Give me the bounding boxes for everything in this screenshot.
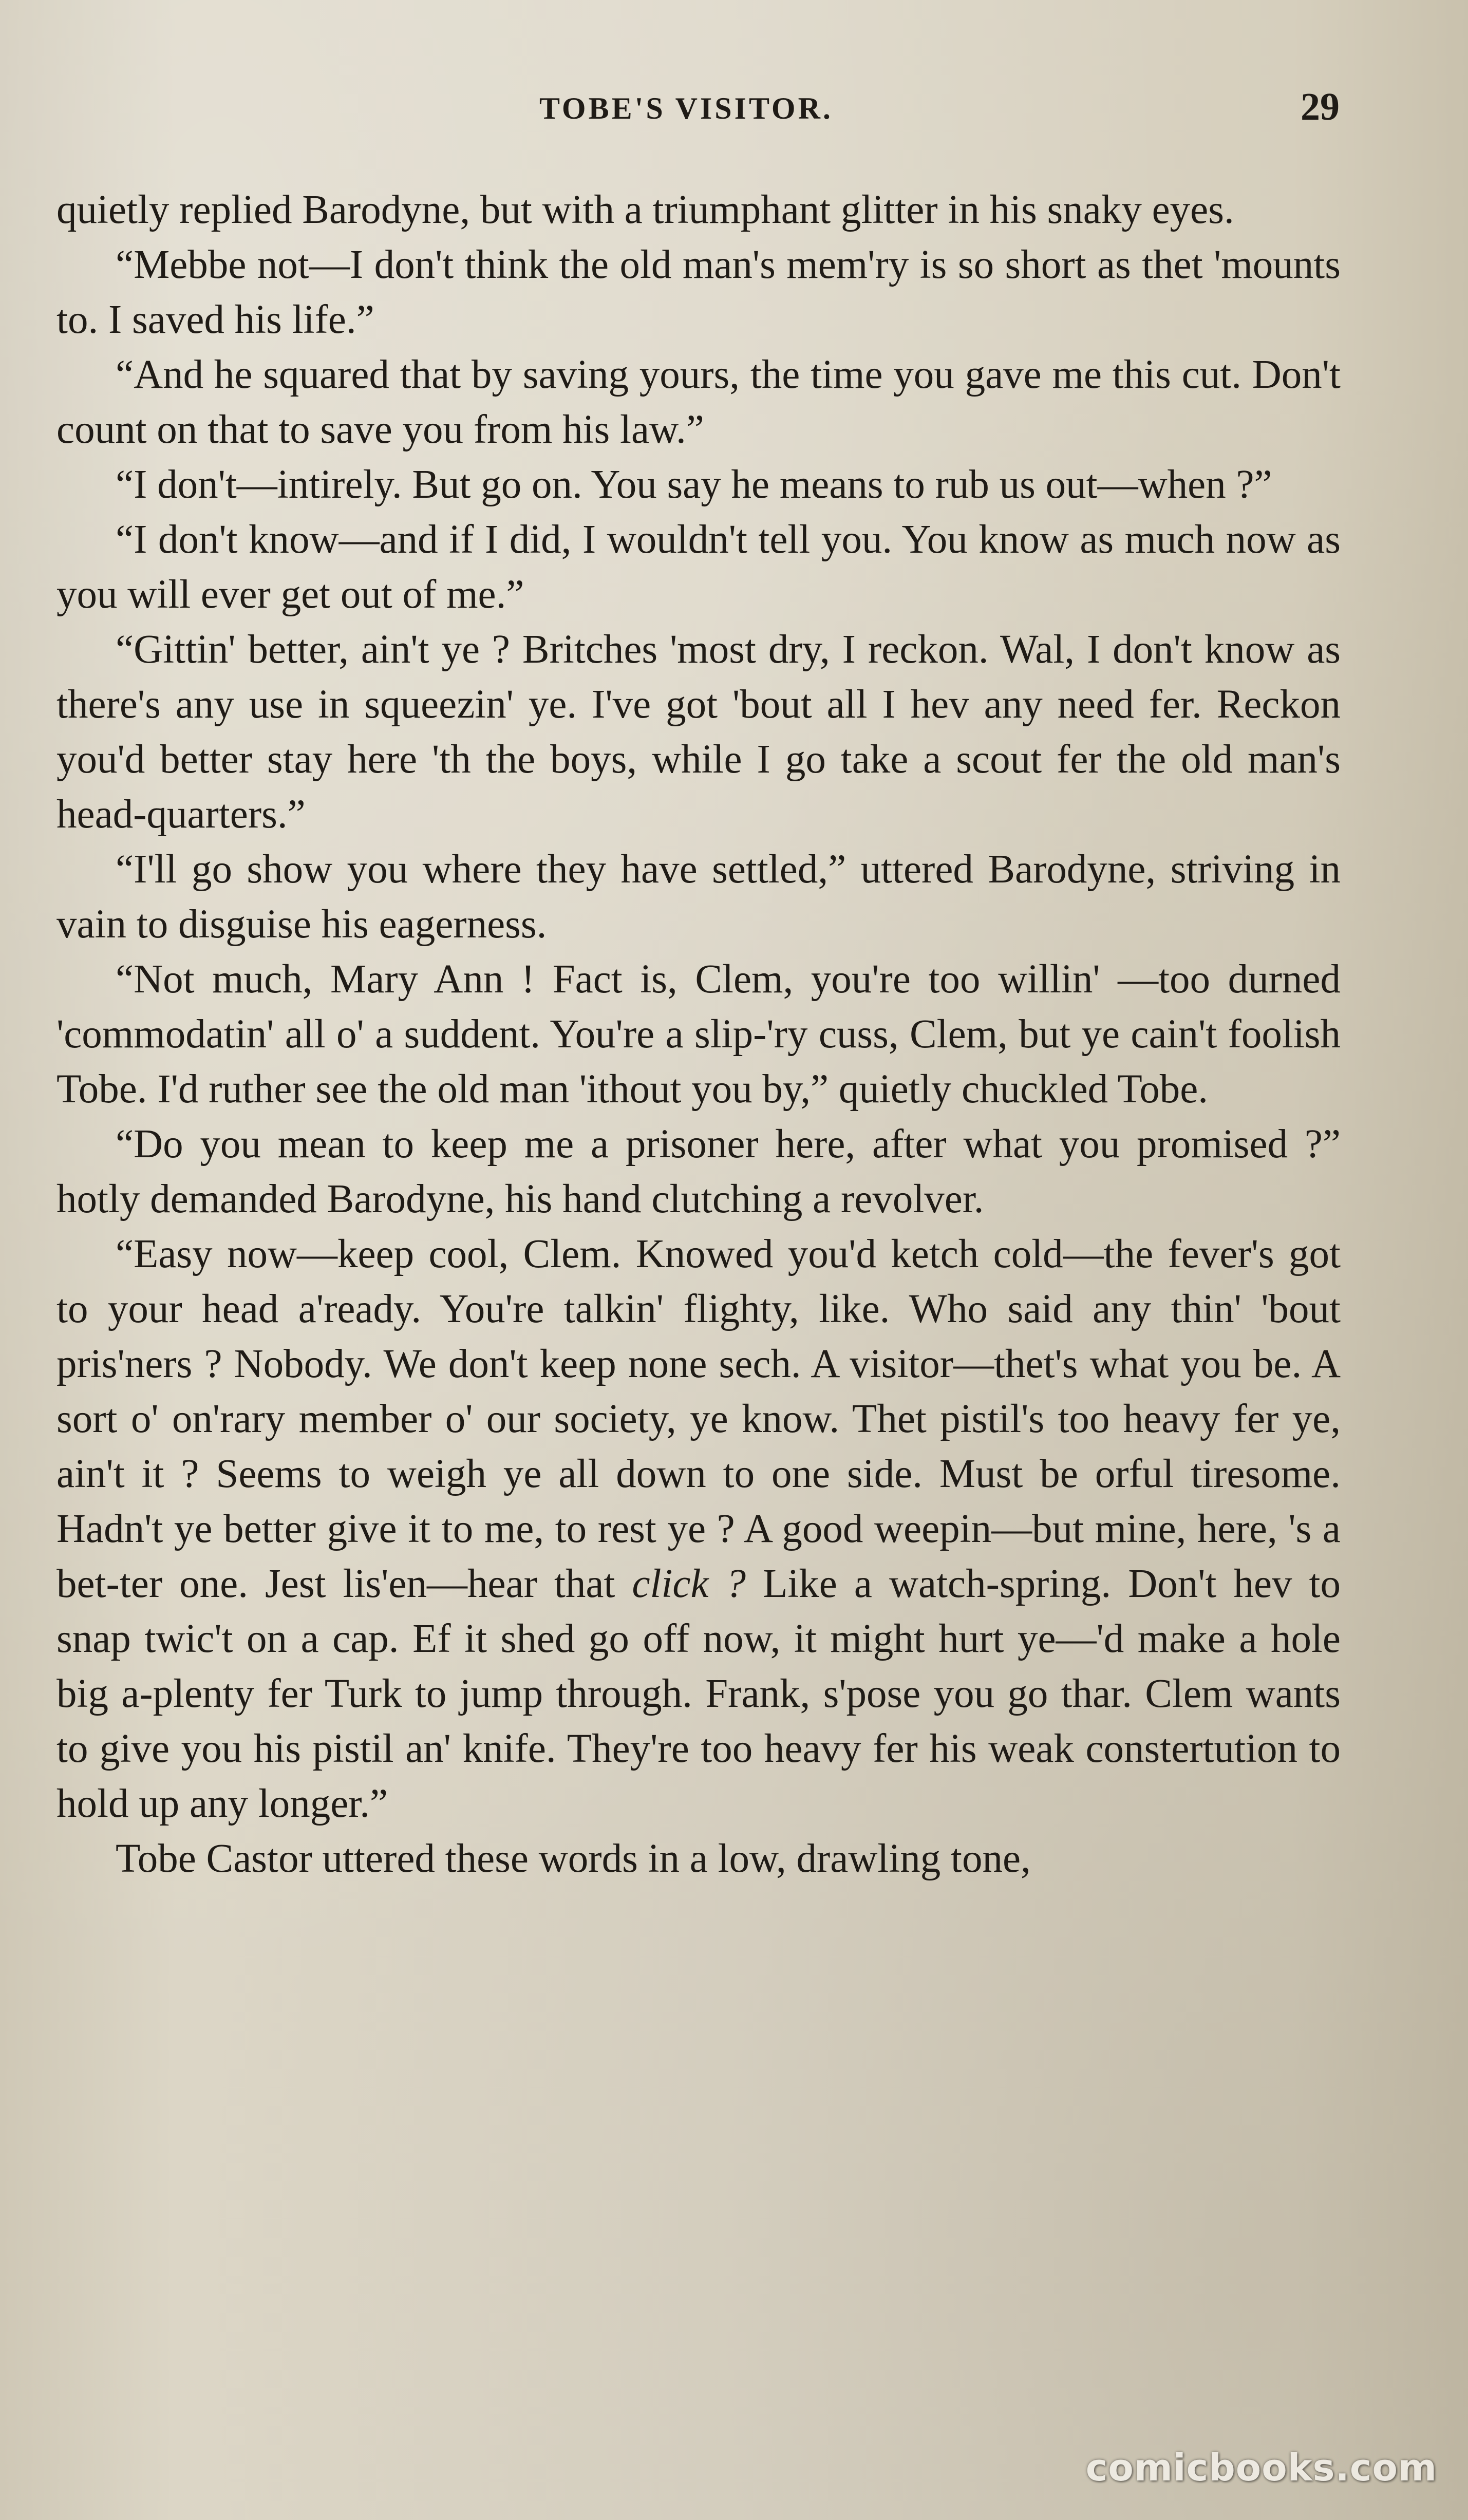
running-title: TOBE'S VISITOR. <box>539 91 833 125</box>
click-emphasis: click ? <box>632 1562 746 1606</box>
paragraph-2: “Mebbe not—I don't think the old man's mem'ry is so short as thet 'mounts to. I saved his life.” <box>57 242 1341 342</box>
body-text <box>57 182 1341 1886</box>
paragraph-7: “I'll go show you where they have settled,” uttered Barodyne, striving in vain to disguise his eagerness. <box>57 847 1341 947</box>
running-head <box>0 85 1468 131</box>
page-number: 29 <box>1301 85 1340 128</box>
paragraph-10-tail: Like a watch-spring. Don't hev to snap twic't on a cap. Ef it shed go off now, it might hurt ye—'d make a hole big a-plenty fer Turk to jump through. Frank, s'pose you go thar. Clem wants to give you his pistil an' knife. They're too heavy fer his weak constertution to hold up any longer.” <box>57 1562 1341 1826</box>
watermark-logo: comicbooks.com <box>1085 2446 1437 2489</box>
paragraph-5: “I don't know—and if I did, I wouldn't tell you. You know as much now as you will ever get out of me.” <box>57 517 1341 617</box>
paragraph-3: “And he squared that by saving yours, the time you gave me this cut. Don't count on that to save you from his law.” <box>57 352 1341 452</box>
paragraph-10 <box>57 1227 1341 1831</box>
paragraph-1: quietly replied Barodyne, but with a triumphant glitter in his snaky eyes. <box>57 187 1234 232</box>
paragraph-9: “Do you mean to keep me a prisoner here, after what you promised ?” hotly demanded Barodyne, his hand clutching a revolver. <box>57 1122 1341 1221</box>
paragraph-10-text: “Easy now—keep cool, Clem. Knowed you'd ketch cold—the fever's got to your head a'ready. You're talkin' flighty, like. Who said any thin' 'bout pris'ners ? Nobody. We don't keep none sech. A visitor—thet's what you be. A sort o' on'rary member o' our society, ye know. Thet pistil's too heavy fer ye, ain't it ? Seems to weigh ye all down to one side. Must be orful tiresome. Hadn't ye better give it to me, to rest ye ? A good weepin—but mine, here, 's a bet-ter one. Jest lis'en—hear that <box>57 1232 1341 1606</box>
paragraph-8: “Not much, Mary Ann ! Fact is, Clem, you're too willin' —too durned 'commodatin' all o' a suddent. You're a slip-'ry cuss, Clem, but ye cain't foolish Tobe. I'd ruther see the old man 'ithout you by,” quietly chuckled Tobe. <box>57 957 1341 1112</box>
paragraph-6: “Gittin' better, ain't ye ? Britches 'most dry, I reckon. Wal, I don't know as there's any use in squeezin' ye. I've got 'bout all I hev any need fer. Reckon you'd better stay here 'th the boys, while I go take a scout fer the old man's head-quarters.” <box>57 627 1341 837</box>
paragraph-11: Tobe Castor uttered these words in a low, drawling tone, <box>116 1836 1031 1881</box>
paragraph-4: “I don't—intirely. But go on. You say he means to rub us out—when ?” <box>116 462 1272 507</box>
